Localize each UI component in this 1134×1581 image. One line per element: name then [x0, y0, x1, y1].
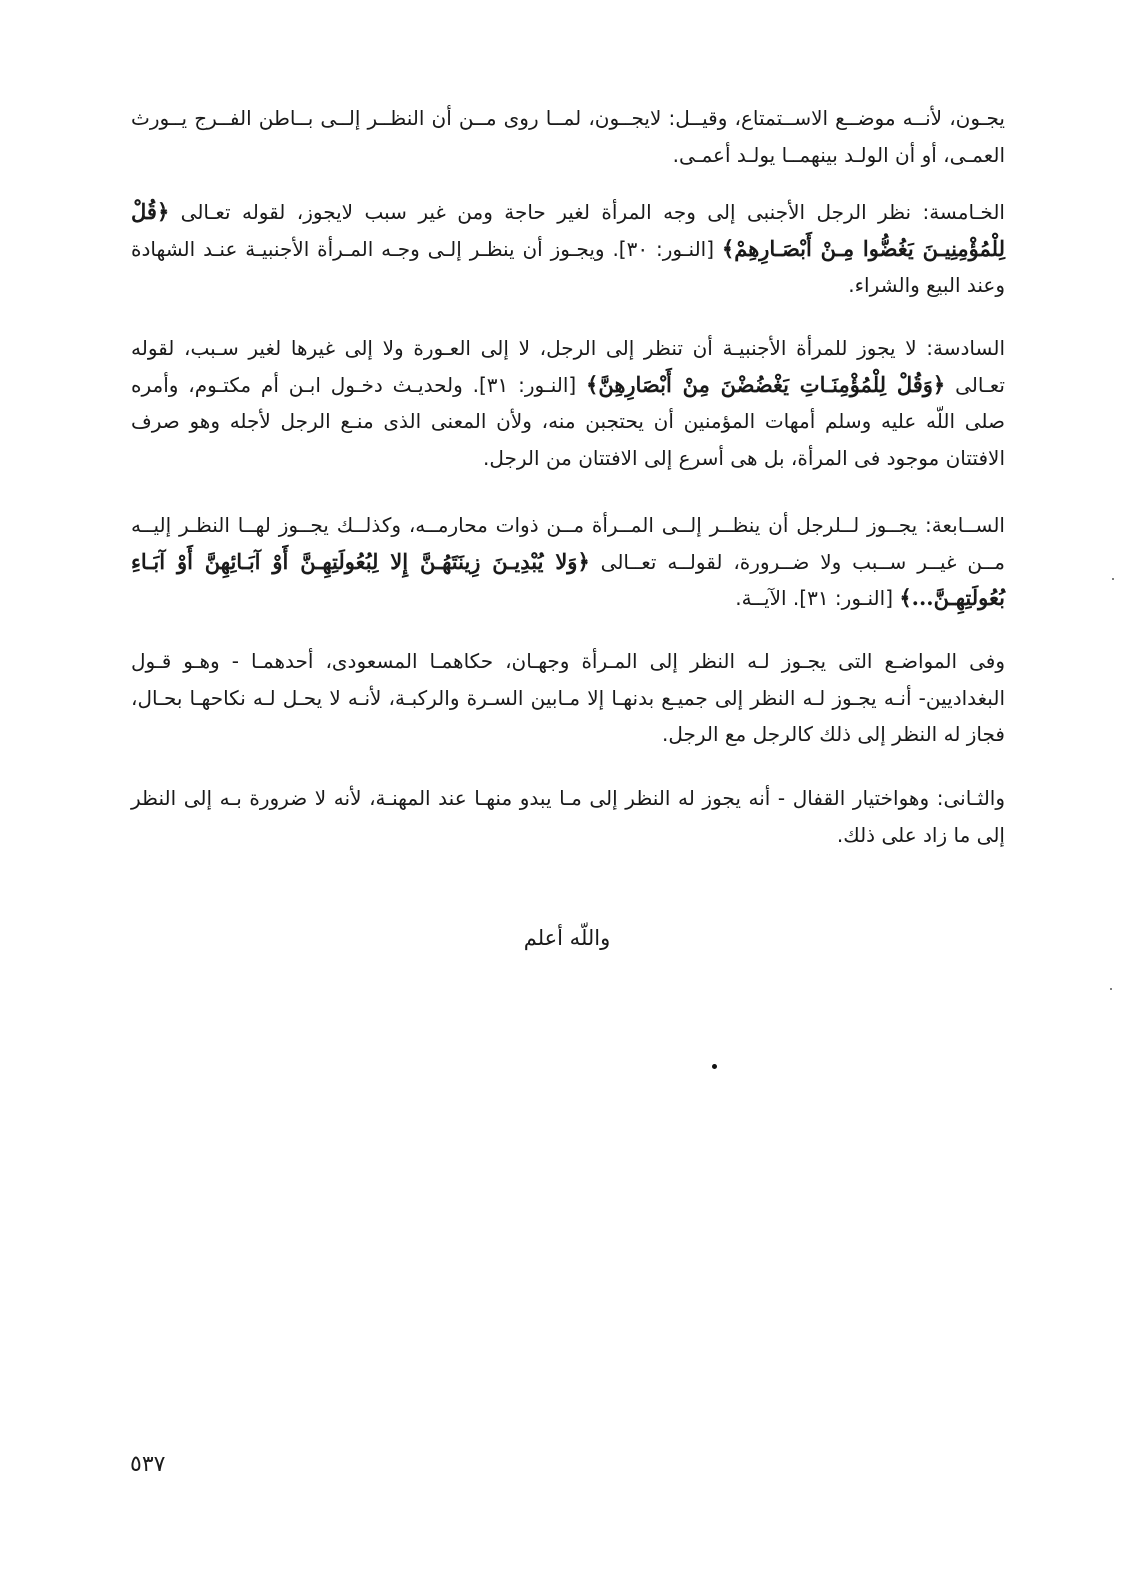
paragraph-6-text: والثـانى: وهواختيار القفال - أنه يجوز له النظر إلى مـا يبدو منهـا عند المهنـة، لأنه لا ضرورة بـه إلى النظر إلى ما زاد على ذلك. — [131, 786, 1005, 847]
paragraph-4-text-a: الســابعة: يجــوز لــلرجل أن ينظــر إلــى المــرأة مــن ذوات محارمــه، وكذلــك يجــوز لهــا النظـر إليــه مــن غيــر ســبب ولا ضــرورة، لقولــه تعــالى — [131, 513, 1006, 574]
quran-verse-nur-30: ﴿قُلْ لِلْمُؤْمِنِيـنَ يَغُضُّوا مِـنْ أَبْصَـارِهِمْ﴾ — [131, 199, 1005, 261]
paragraph-2-text-a: الخـامسة: نظر الرجل الأجنبى إلى وجه المرأة لغير حاجة ومن غير سبب لايجوز، لقوله تعـالى — [169, 200, 1005, 224]
closing-phrase: واللّه أعلم — [523, 926, 611, 950]
paragraph-2-fifth — [131, 194, 1005, 304]
stray-dot — [712, 1064, 717, 1069]
paragraph-1 — [131, 100, 1005, 173]
scan-speck — [1110, 988, 1112, 990]
paragraph-6 — [131, 780, 1005, 853]
quran-verse-nur-31-a: ﴿وَقُلْ لِلْمُؤْمِنَـاتِ يَغْضُضْنَ مِنْ أَبْصَارِهِنَّ﴾ — [586, 371, 946, 397]
paragraph-3-text-b: [النـور: ٣١]. ولحديـث دخـول ابـن أم مكتـوم، وأمره صلى اللّه عليه وسلم أمهات المؤمنين أن يحتجبن منه، ولأن المعنى الذى منـع الرجل لأجله وهو صرف الافتتان موجود فى المرأة، بل هى أسرع إلى الافتتان من الرجل. — [131, 372, 1005, 470]
scan-speck — [1112, 578, 1114, 580]
paragraph-2-text-b: [النـور: ٣٠]. ويجـوز أن ينظـر إلـى وجـه المـرأة الأجنبيـة عنـد الشهادة وعند البيع والشراء. — [131, 236, 1005, 297]
paragraph-4-seventh — [131, 507, 1005, 617]
paragraph-3-text-a: السادسة: لا يجوز للمرأة الأجنبيـة أن تنظر إلى الرجل، لا إلى العـورة ولا إلى غيرها لغير سـبب، لقوله تعـالى — [131, 336, 1005, 397]
quran-verse-nur-31-b: ﴿وَلا يُبْدِيـنَ زِينَتَهُـنَّ إِلا لِبُعُولَتِهِـنَّ أَوْ آبَـائِهِنَّ أَوْ آبَـاءِ بُعُولَتِهِـنَّ...﴾ — [131, 548, 1005, 610]
paragraph-1-text: يجـون، لأنــه موضــع الاســتمتاع، وقيــل: لايجــون، لمــا روى مــن أن النظــر إلــى بــاطن الفــرج يــورث العمـى، أو أن الولـد بينهمــا يولـد أعمـى. — [131, 106, 1005, 167]
paragraph-3-sixth — [131, 330, 1005, 476]
paragraph-5 — [131, 643, 1005, 753]
page-number: ٥٣٧ — [130, 1452, 166, 1477]
paragraph-5-text: وفى المواضـع التى يجـوز لـه النظر إلى المـرأة وجهـان، حكاهمـا المسعودى، أحدهمـا - وهـو قـول البغداديين- أنـه يجـوز لـه النظر إلى جميـع بدنهـا إلا مـابين السـرة والركبـة، لأنـه لا يحـل لـه نكاحهـا بحـال، فجاز له النظر إلى ذلك كالرجل مع الرجل. — [131, 649, 1005, 746]
paragraph-4-text-b: [النـور: ٣١]. الآيــة. — [735, 586, 900, 610]
